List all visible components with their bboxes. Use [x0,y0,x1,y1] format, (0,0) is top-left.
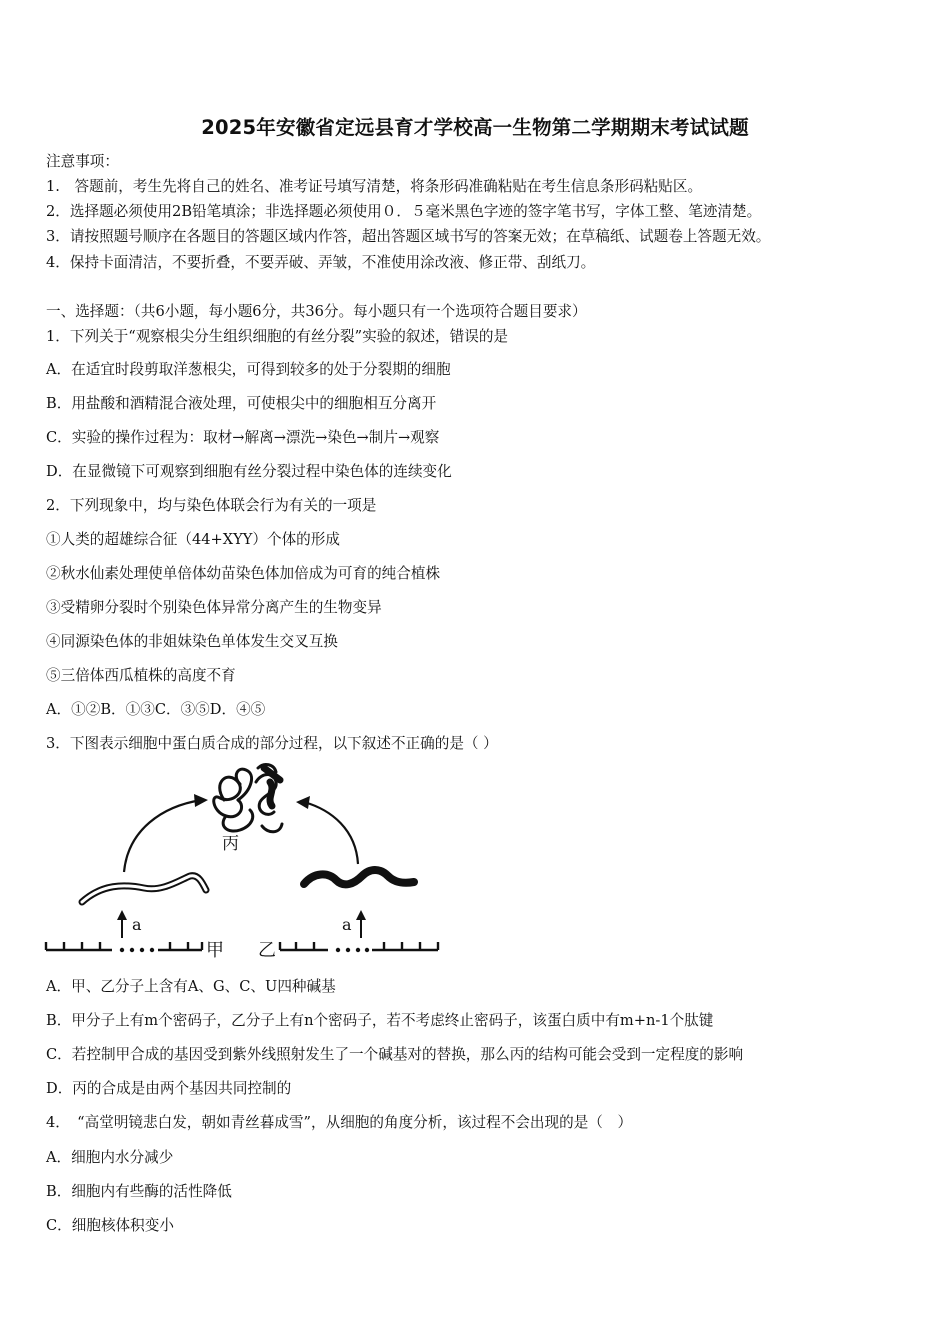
question-3-option-d: D．丙的合成是由两个基因共同控制的 [46,1080,292,1097]
notice-item-2: 2．选择题必须使用2B铅笔填涂；非选择题必须使用０．５毫米黑色字迹的签字笔书写，字体工整、笔迹清楚。 [46,203,762,220]
question-3-option-a: A．甲、乙分子上含有A、G、C、U四种碱基 [46,978,336,995]
label-a-right: a [342,915,352,934]
label-a-left: a [132,915,142,934]
notice-heading: 注意事项： [46,153,119,170]
label-yi: 乙 [258,940,276,961]
notice-item-4: 4．保持卡面清洁，不要折叠，不要弄破、弄皱，不准使用涂改液、修正带、刮纸刀。 [46,254,596,271]
chain-from-jia [82,876,206,902]
question-4-option-c: C．细胞核体积变小 [46,1217,174,1234]
ribosome-arrow-right [356,910,366,938]
question-3-option-b: B．甲分子上有m个密码子，乙分子上有n个密码子，若不考虑终止密码子，该蛋白质中有m+n-1个肽键 [46,1012,714,1029]
question-2-item-4: ④同源染色体的非姐妹染色单体发生交叉互换 [46,633,338,650]
notice-item-3: 3．请按照题号顺序在各题目的答题区域内作答，超出答题区域书写的答案无效；在草稿纸、试题卷上答题无效。 [46,228,771,245]
question-2-item-5: ⑤三倍体西瓜植株的高度不育 [46,667,236,684]
question-2-item-3: ③受精卵分裂时个别染色体异常分离产生的生物变异 [46,599,382,616]
question-2-stem: 2．下列现象中，均与染色体联会行为有关的一项是 [46,497,377,514]
question-1-stem: 1．下列关于“观察根尖分生组织细胞的有丝分裂”实验的叙述，错误的是 [46,328,509,345]
question-2-item-2: ②秋水仙素处理使单倍体幼苗染色体加倍成为可育的纯合植株 [46,565,441,582]
protein-dark-segment [264,768,280,806]
ribosome-arrow-left [117,910,127,938]
question-4-option-b: B．细胞内有些酶的活性降低 [46,1183,232,1200]
notice-item-1: 1. 答题前，考生先将自己的姓名、准考证号填写清楚，将条形码准确粘贴在考生信息条形码粘贴区。 [46,178,703,195]
mrna-jia [46,942,202,952]
question-3-stem: 3．下图表示细胞中蛋白质合成的部分过程，以下叙述不正确的是（ ） [46,735,498,752]
page-title: 2025年安徽省定远县育才学校高一生物第二学期期末考试试题 [201,116,749,139]
question-1-option-c: C．实验的操作过程为：取材→解离→漂洗→染色→制片→观察 [46,429,440,446]
label-bing: 丙 [222,834,239,854]
question-2-item-1: ①人类的超雄综合征（44+XYY）个体的形成 [46,531,340,548]
question-1-option-b: B．用盐酸和酒精混合液处理，可使根尖中的细胞相互分离开 [46,395,437,412]
protein-synthesis-figure [42,760,447,965]
label-jia: 甲 [206,940,224,961]
question-3-option-c: C．若控制甲合成的基因受到紫外线照射发生了一个碱基对的替换，那么丙的结构可能会受到一定程度的影响 [46,1046,744,1063]
question-1-option-d: D．在显微镜下可观察到细胞有丝分裂过程中染色体的连续变化 [46,463,452,480]
chain-from-yi [304,870,414,884]
mrna-yi [280,942,438,952]
question-4-stem: 4． “高堂明镜悲白发，朝如青丝暮成雪”，从细胞的角度分析，该过程不会出现的是（ ） [46,1114,633,1131]
question-4-option-a: A．细胞内水分减少 [46,1149,174,1166]
arrow-head-left [194,794,208,807]
question-2-options: A．①②B．①③C．③⑤D．④⑤ [46,701,266,718]
arrow-head-right [296,796,310,809]
question-1-option-a: A．在适宜时段剪取洋葱根尖，可得到较多的处于分裂期的细胞 [46,361,451,378]
section-heading: 一、选择题：（共6小题，每小题6分，共36分。每小题只有一个选项符合题目要求） [46,303,587,320]
